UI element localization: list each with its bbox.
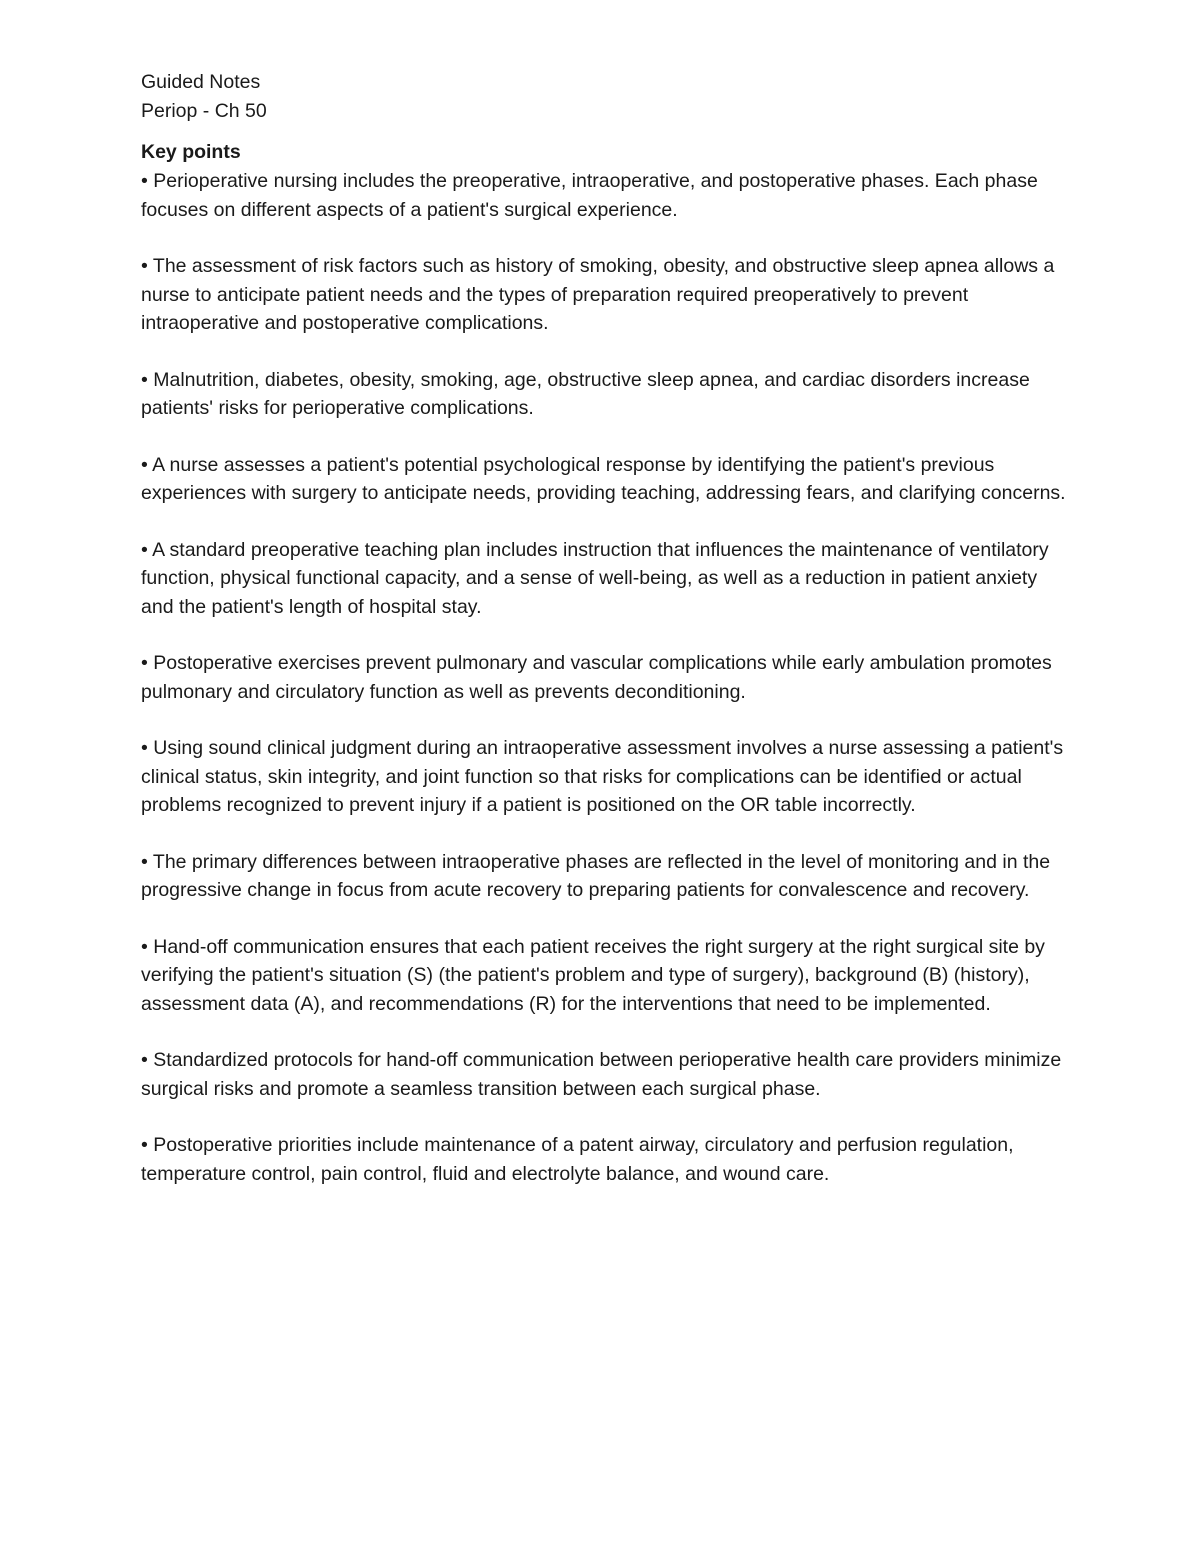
bullet-icon: •	[141, 652, 148, 674]
key-point-text: Using sound clinical judgment during an intraoperative assessment involves a nurse assessing a patient's clinical status, skin integrity, and joint function so that risks for complications can be identified or actual problems recognized to prevent injury if a patient is positioned on the OR table incorrectly.	[141, 737, 1064, 816]
bullet-icon: •	[141, 935, 148, 958]
key-point-text: Postoperative exercises prevent pulmonary and vascular complications while early ambulation promotes pulmonary and circulatory function as well as prevents deconditioning.	[141, 652, 1052, 703]
bullet-icon: •	[141, 538, 148, 561]
key-point-text: Postoperative priorities include maintenance of a patent airway, circulatory and perfusion regulation, temperature control, pain control, fluid and electrolyte balance, and wound care.	[141, 1134, 1014, 1185]
bullet-icon: •	[141, 1049, 148, 1071]
key-points-list	[141, 167, 1071, 1188]
bullet-icon: •	[141, 368, 148, 391]
key-point-text: Perioperative nursing includes the preoperative, intraoperative, and postoperative phases. Each phase focuses on different aspects of a patient's surgical experience.	[141, 170, 1038, 221]
bullet-icon: •	[141, 737, 148, 759]
key-point-text: A standard preoperative teaching plan includes instruction that influences the maintenance of ventilatory function, physical functional capacity, and a sense of well-being, as well as a reduction in patient anxiety and the patient's length of hospital stay.	[141, 538, 1049, 618]
key-point	[141, 252, 1071, 338]
document-title: Guided Notes	[141, 71, 261, 93]
key-point-text: Standardized protocols for hand-off communication between perioperative health care providers minimize surgical risks and promote a seamless transition between each surgical phase.	[141, 1049, 1062, 1100]
key-point	[141, 451, 1071, 508]
key-point	[141, 649, 1071, 706]
bullet-icon: •	[141, 850, 148, 873]
key-point-text: Hand-off communication ensures that each patient receives the right surgery at the right surgical site by verifying the patient's situation (S) (the patient's problem and type of surgery), background (B) (history), assessment data (A), and recommendations (R) for the interventions that need to be implemented.	[141, 935, 1045, 1015]
key-point	[141, 933, 1071, 1019]
document-page	[141, 68, 1071, 1216]
key-point-text: The primary differences between intraoperative phases are reflected in the level of monitoring and in the progressive change in focus from acute recovery to preparing patients for convalescence and recovery.	[141, 850, 1051, 901]
key-point-text: The assessment of risk factors such as history of smoking, obesity, and obstructive sleep apnea allows a nurse to anticipate patient needs and the types of preparation required preoperatively to prevent intraoperative and postoperative complications.	[141, 255, 1055, 334]
bullet-icon: •	[141, 1134, 148, 1156]
key-point-text: A nurse assesses a patient's potential psychological response by identifying the patient's previous experiences with surgery to anticipate needs, providing teaching, addressing fears, and clarifying concerns.	[141, 453, 1066, 504]
key-point	[141, 848, 1071, 905]
section-heading: Key points	[141, 141, 241, 163]
bullet-icon: •	[141, 453, 148, 476]
key-point	[141, 734, 1071, 820]
key-point-text: Malnutrition, diabetes, obesity, smoking, age, obstructive sleep apnea, and cardiac disorders increase patients' risks for perioperative complications.	[141, 368, 1030, 419]
document-subtitle: Periop - Ch 50	[141, 100, 267, 122]
key-point	[141, 1131, 1071, 1188]
key-point	[141, 536, 1071, 622]
bullet-icon: •	[141, 255, 148, 277]
key-point	[141, 167, 1071, 224]
key-point	[141, 366, 1071, 423]
key-point	[141, 1046, 1071, 1103]
bullet-icon: •	[141, 170, 148, 192]
